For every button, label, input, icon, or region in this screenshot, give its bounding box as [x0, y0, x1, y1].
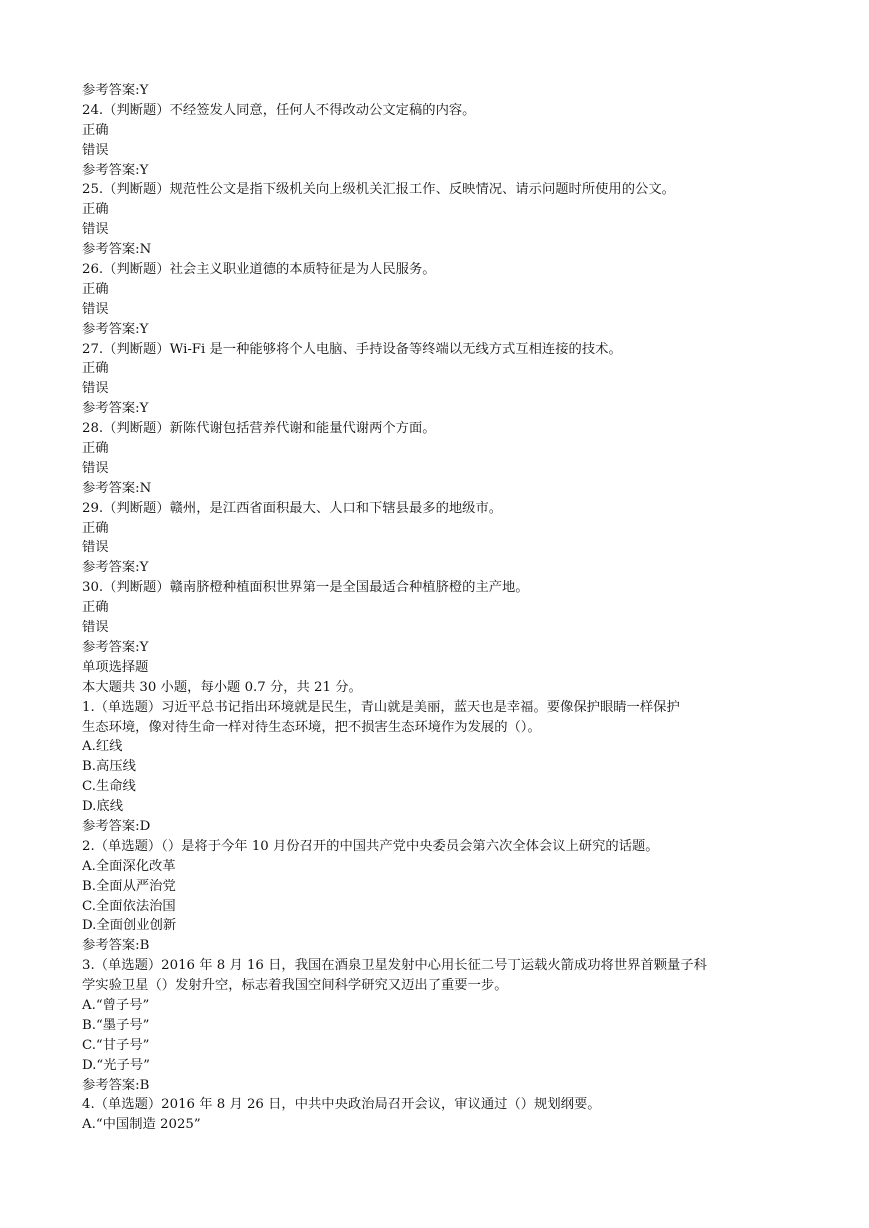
text-line: A.全面深化改革 — [82, 858, 176, 874]
text-line: 3.（单选题）2016 年 8 月 16 日，我国在酒泉卫星发射中心用长征二号丁运载火箭成功将世界首颗量子科 — [82, 958, 707, 974]
text-line: D.底线 — [82, 799, 124, 815]
text-line: 错误 — [82, 460, 109, 476]
text-line: 参考答案:Y — [82, 321, 149, 337]
text-line: 学实验卫星（）发射升空，标志着我国空间科学研究又迈出了重要一步。 — [82, 978, 508, 994]
text-line: 错误 — [82, 301, 109, 317]
text-line: 正确 — [82, 361, 109, 377]
text-line: 参考答案:N — [82, 242, 152, 258]
text-line: D.全面创业创新 — [82, 918, 177, 934]
text-line: A.红线 — [82, 739, 123, 755]
text-line: B.“墨子号” — [82, 1017, 150, 1033]
text-line: 30.（判断题）赣南脐橙种植面积世界第一是全国最适合种植脐橙的主产地。 — [82, 580, 529, 596]
text-line: 26.（判断题）社会主义职业道德的本质特征是为人民服务。 — [82, 262, 436, 278]
text-line: 正确 — [82, 281, 109, 297]
text-line: 4.（单选题）2016 年 8 月 26 日，中共中央政治局召开会议，审议通过（）规划纲要。 — [82, 1097, 601, 1113]
text-line: 参考答案:Y — [82, 162, 149, 178]
text-line: C.全面依法治国 — [82, 898, 176, 914]
text-line: 参考答案:N — [82, 480, 152, 496]
document-body — [82, 81, 822, 1135]
text-line: 正确 — [82, 122, 109, 138]
text-line: B.全面从严治党 — [82, 878, 176, 894]
text-line: 本大题共 30 小题，每小题 0.7 分，共 21 分。 — [82, 679, 362, 695]
text-line: 参考答案:Y — [82, 401, 149, 417]
text-line: 24.（判断题）不经签发人同意，任何人不得改动公文定稿的内容。 — [82, 102, 476, 118]
text-line: A.“中国制造 2025” — [82, 1117, 201, 1133]
text-line: 27.（判断题）Wi-Fi 是一种能够将个人电脑、手持设备等终端以无线方式互相连接的技术。 — [82, 341, 622, 357]
text-line: C.“甘子号” — [82, 1037, 150, 1053]
text-line: D.“光子号” — [82, 1057, 150, 1073]
text-line: 28.（判断题）新陈代谢包括营养代谢和能量代谢两个方面。 — [82, 421, 436, 437]
text-line: 正确 — [82, 600, 109, 616]
text-line: 参考答案:B — [82, 1077, 150, 1093]
text-line: 生态环境，像对待生命一样对待生态环境，把不损害生态环境作为发展的（）。 — [82, 719, 541, 735]
text-line: 正确 — [82, 441, 109, 457]
text-line: 错误 — [82, 540, 109, 556]
text-line: 正确 — [82, 520, 109, 536]
text-line: 错误 — [82, 222, 109, 238]
text-line: 正确 — [82, 202, 109, 218]
text-line: 参考答案:Y — [82, 83, 149, 98]
text-line: 参考答案:B — [82, 938, 150, 954]
text-line: 1.（单选题）习近平总书记指出环境就是民生，青山就是美丽，蓝天也是幸福。要像保护眼睛一样保护 — [82, 699, 680, 715]
text-line: 错误 — [82, 142, 109, 158]
text-line: 错误 — [82, 381, 109, 397]
text-line: 25.（判断题）规范性公文是指下级机关向上级机关汇报工作、反映情况、请示问题时所使用的公文。 — [82, 182, 675, 198]
text-line: 单项选择题 — [82, 659, 149, 675]
text-line: 29.（判断题）赣州，是江西省面积最大、人口和下辖县最多的地级市。 — [82, 500, 503, 516]
text-line: 2.（单选题）（）是将于今年 10 月份召开的中国共产党中央委员会第六次全体会议上研究的话题。 — [82, 838, 659, 854]
text-line: 错误 — [82, 620, 109, 636]
text-line: B.高压线 — [82, 759, 136, 775]
text-line: 参考答案:Y — [82, 639, 149, 655]
text-line: 参考答案:Y — [82, 560, 149, 576]
text-line: 参考答案:D — [82, 818, 151, 834]
text-line: C.生命线 — [82, 779, 136, 795]
text-line: A.“曾子号” — [82, 997, 150, 1013]
